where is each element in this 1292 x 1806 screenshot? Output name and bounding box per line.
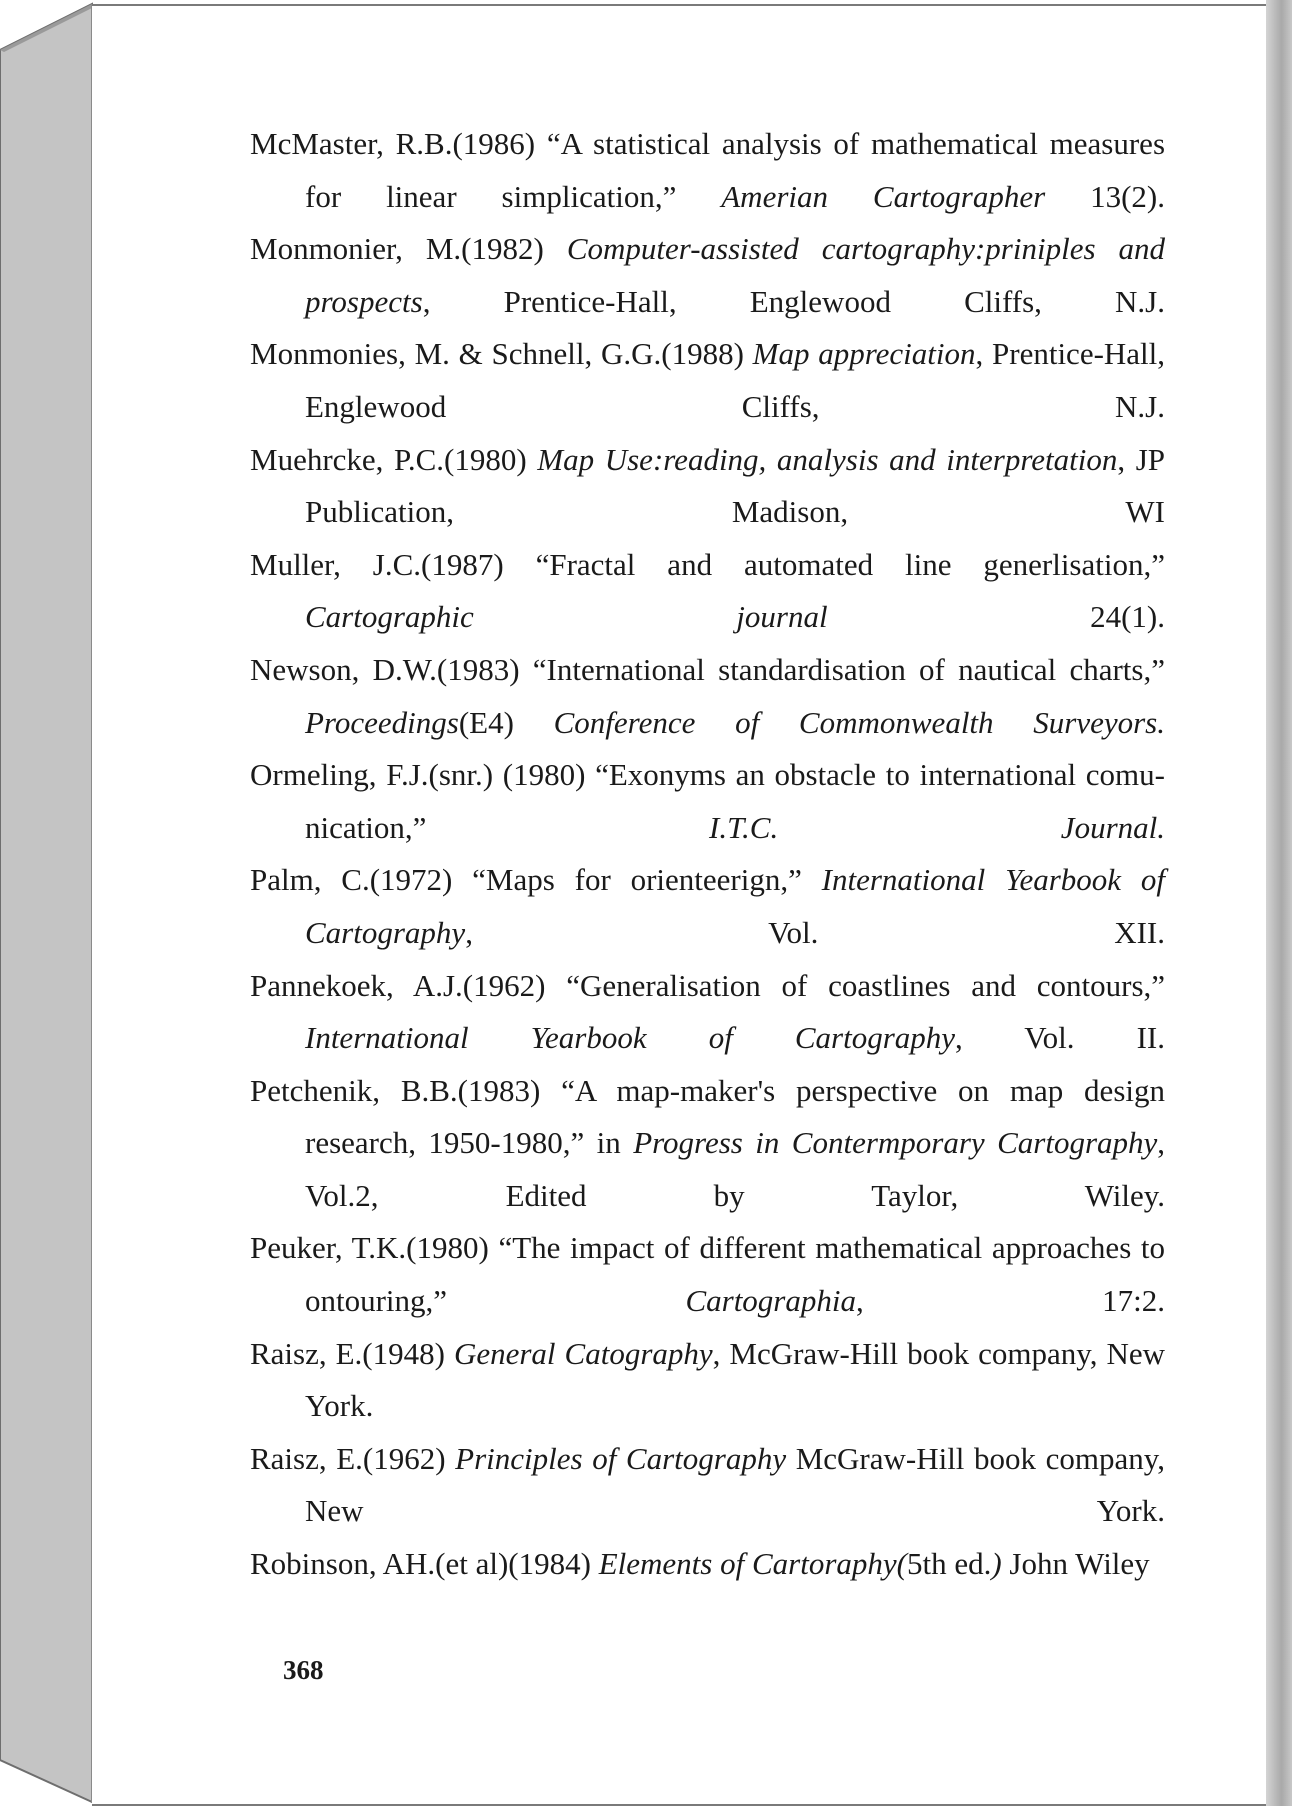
reference-title: Map appreciation xyxy=(752,336,976,372)
page-number: 368 xyxy=(283,1655,324,1685)
reference-text: “Generalisation of coastlines and contours,” xyxy=(566,967,1166,1003)
reference-author: Monmonier, M.(1982) xyxy=(250,231,544,267)
reference-entry xyxy=(250,1222,1165,1327)
reference-author: Palm, C.(1972) xyxy=(250,862,453,898)
reference-title: I.T.C. Journal. xyxy=(709,809,1165,845)
reference-details: (E4) xyxy=(458,704,554,740)
reference-title: General Catography xyxy=(453,1335,713,1371)
reference-list xyxy=(250,118,1165,1591)
reference-details: , 17:2. xyxy=(855,1283,1165,1319)
reference-title-secondary: Conference of Commonwealth Surveyors. xyxy=(553,704,1165,740)
reference-details: , Prentice-Hall, Englewood Cliffs, N.J. xyxy=(305,336,1166,424)
reference-details: , Vol.2, Edited by Taylor, Wiley. xyxy=(305,1125,1166,1213)
reference-author: Ormeling, F.J.(snr.) (1980) xyxy=(250,757,586,793)
reference-title: Amerian Cartographer xyxy=(721,178,1046,214)
reference-text: “A map-maker's perspective on map design research, 1950-1980,” in xyxy=(305,1072,1165,1161)
reference-details: , Vol. XII. xyxy=(465,914,1165,950)
reference-entry xyxy=(250,118,1165,223)
reference-entry xyxy=(250,328,1165,433)
reference-text: “International standardisation of nautical charts,” xyxy=(532,651,1165,687)
reference-title: Cartographia xyxy=(685,1283,856,1319)
reference-entry xyxy=(250,223,1165,328)
reference-details: , Vol. II. xyxy=(955,1020,1165,1056)
reference-author: Raisz, E.(1948) xyxy=(250,1335,445,1371)
reference-details: 5th ed. xyxy=(906,1546,992,1582)
reference-text: “The impact of different mathematical approaches to ontouring,” xyxy=(305,1230,1165,1319)
reference-author: Pannekoek, A.J.(1962) xyxy=(250,967,546,1003)
reference-author: Monmonies, M. & Schnell, G.G.(1988) xyxy=(250,336,744,372)
reference-entry xyxy=(250,1065,1165,1223)
reference-text: “Exonyms an obstacle to international comu-nication,” xyxy=(305,757,1165,845)
reference-entry xyxy=(250,749,1165,854)
reference-author: Newson, D.W.(1983) xyxy=(250,651,520,687)
reference-title: Progress in Contermporary Cartography xyxy=(633,1125,1158,1161)
reference-author: Raisz, E.(1962) xyxy=(250,1440,446,1476)
reference-title: Computer-assisted cartography:prinipl​es and prospects xyxy=(305,231,1166,319)
reference-title: Proceedings xyxy=(305,704,459,740)
reference-entry xyxy=(250,434,1165,539)
reference-entry xyxy=(250,854,1165,959)
reference-details: McGraw-Hill book company, New York. xyxy=(305,1440,1165,1529)
reference-text: “A statistical analysis of mathematical measures for linear simplication,” xyxy=(305,126,1166,214)
reference-details: 13(2). xyxy=(1090,178,1165,214)
reference-title: Cartographic journal xyxy=(305,599,828,635)
reference-title: Elements of Cartoraphy( xyxy=(598,1546,907,1582)
reference-author: Peuker, T.K.(1980) xyxy=(250,1230,489,1266)
reference-details: , JP Publication, Madison, WI xyxy=(305,441,1165,530)
reference-author: Muller, J.C.(1987) xyxy=(250,546,504,582)
reference-title-secondary: ) xyxy=(991,1546,1002,1582)
reference-details: 24(1). xyxy=(1090,599,1165,635)
reference-details: , Prentice-Hall, Englewood Cliffs, N.J. xyxy=(422,283,1165,319)
reference-title: Principles of Cartography xyxy=(455,1440,787,1476)
reference-title: International Yearbook of Cartography xyxy=(305,862,1165,950)
reference-author: Robinson, AH.(et al)(1984) xyxy=(250,1546,591,1582)
page-edge-shadow xyxy=(1266,0,1292,1806)
reference-text: “Maps for orienteerign,” xyxy=(472,862,802,898)
reference-title: International Yearbook of Cartography xyxy=(305,1020,956,1056)
reference-author: Muehrcke, P.C.(1980) xyxy=(250,441,527,477)
reference-entry xyxy=(250,1328,1165,1433)
reference-details-secondary: John Wiley xyxy=(1001,1546,1150,1582)
reference-entry xyxy=(250,539,1165,644)
reference-author: McMaster, R.B.(1986) xyxy=(250,126,536,161)
reference-author: Petchenik, B.B.(1983) xyxy=(250,1072,541,1108)
reference-details: , McGraw-Hill book company, New York. xyxy=(305,1335,1165,1424)
reference-entry xyxy=(250,1538,1165,1591)
reference-entry xyxy=(250,1433,1165,1538)
reference-entry xyxy=(250,960,1165,1065)
reference-entry xyxy=(250,644,1165,749)
reference-text: “Fractal and automated line generlisation,” xyxy=(535,546,1165,582)
reference-title: Map Use:reading, analysis and interpretation xyxy=(537,441,1118,477)
